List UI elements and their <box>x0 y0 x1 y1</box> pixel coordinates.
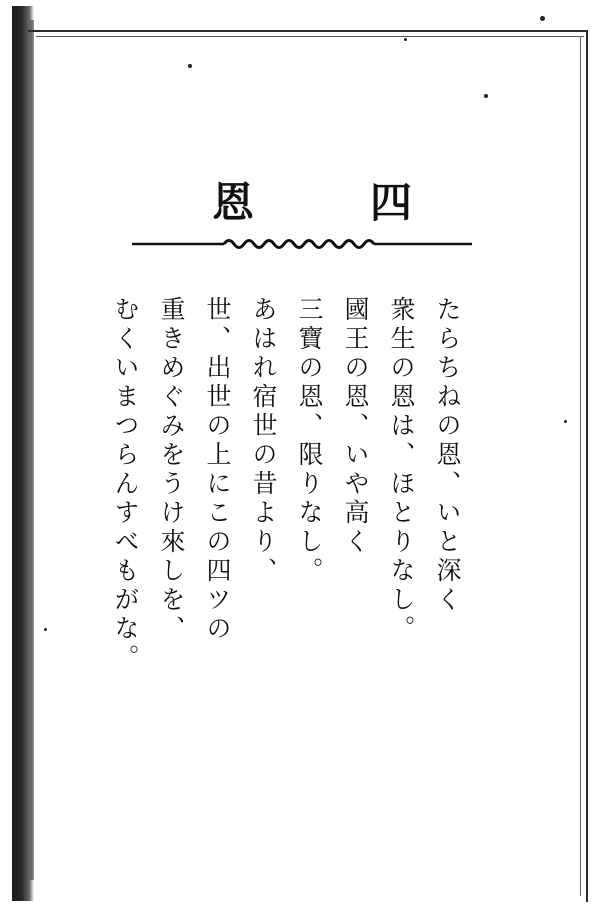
page-title <box>212 178 412 228</box>
poem-line-4: 三寶の恩、限りなし。 <box>295 296 324 586</box>
spine-edge <box>30 20 34 880</box>
page-border-right-inner <box>580 36 581 896</box>
poem-line-8: むくいまつらんすべもがな。 <box>111 296 140 673</box>
scan-speck <box>404 38 407 41</box>
poem-line-7: 重きめぐみをうけ來しを、 <box>157 296 186 644</box>
scan-speck <box>484 94 488 98</box>
poem-line-6: 世、出世の上にこの四ツの <box>203 296 232 644</box>
title-char-on: 恩 <box>212 178 255 227</box>
poem-body <box>105 296 467 673</box>
poem-line-3: 國王の恩、いや高く <box>341 296 370 557</box>
wavy-rule-ornament <box>132 236 472 252</box>
scan-speck <box>564 420 567 423</box>
scan-speck <box>188 64 192 68</box>
poem-line-1: たらちねの恩、いと深く <box>433 296 462 615</box>
page-border-top <box>28 30 588 32</box>
poem-line-2: 衆生の恩は、ほとりなし。 <box>387 296 416 644</box>
title-char-shi: 四 <box>369 178 412 227</box>
scan-speck <box>44 628 47 631</box>
page-border-top-inner <box>36 36 584 37</box>
page-border-right <box>586 30 588 902</box>
scan-speck <box>540 16 545 21</box>
poem-line-5: あはれ宿世の昔より、 <box>249 296 278 586</box>
